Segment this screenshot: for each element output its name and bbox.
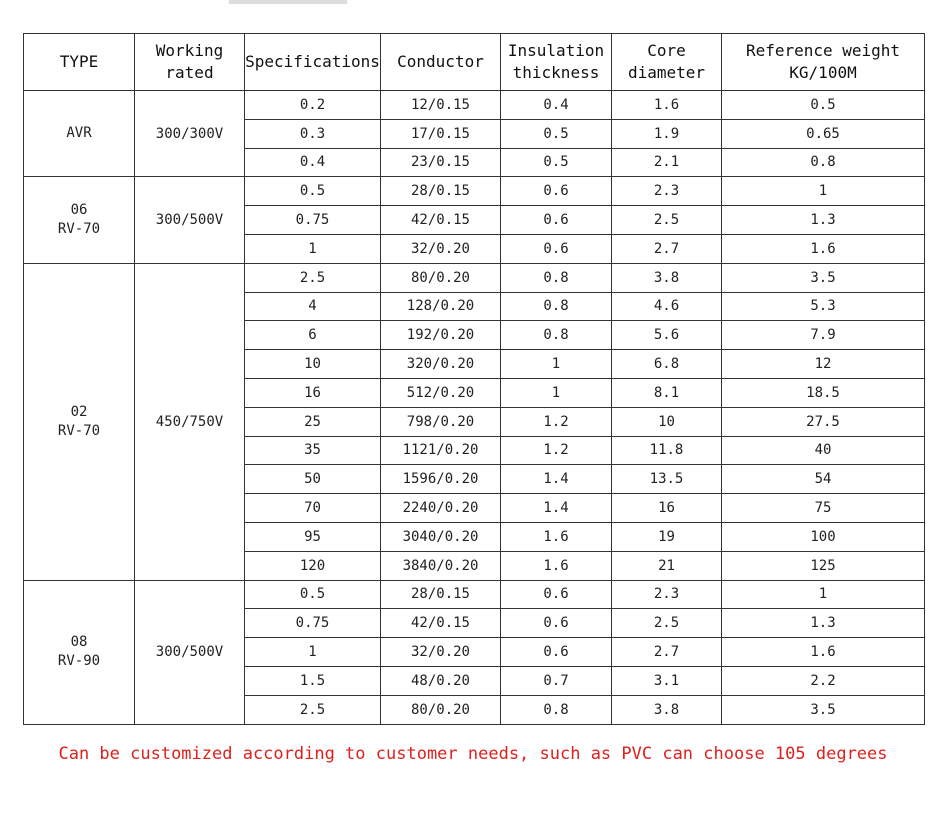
type-line: RV-70 — [57, 422, 101, 439]
insulation-cell: 1 — [501, 378, 612, 407]
working-rated-cell: 300/500V — [135, 580, 245, 724]
weight-cell: 1 — [722, 177, 925, 206]
spec-cell: 1 — [245, 234, 381, 263]
insulation-cell: 0.5 — [501, 148, 612, 177]
spec-cell: 120 — [245, 551, 381, 580]
header-core-diameter: Core diameter — [612, 34, 722, 91]
conductor-cell: 42/0.15 — [381, 609, 501, 638]
core-diameter-cell: 2.1 — [612, 148, 722, 177]
weight-cell: 0.8 — [722, 148, 925, 177]
weight-cell: 40 — [722, 436, 925, 465]
conductor-cell: 80/0.20 — [381, 695, 501, 724]
type-cell — [24, 91, 135, 177]
core-diameter-cell: 3.8 — [612, 695, 722, 724]
spec-cell: 0.4 — [245, 148, 381, 177]
insulation-cell: 0.8 — [501, 292, 612, 321]
conductor-cell: 80/0.20 — [381, 263, 501, 292]
core-diameter-cell: 3.8 — [612, 263, 722, 292]
weight-cell: 5.3 — [722, 292, 925, 321]
spec-cell: 1.5 — [245, 666, 381, 695]
conductor-cell: 1121/0.20 — [381, 436, 501, 465]
insulation-cell: 1.2 — [501, 436, 612, 465]
core-diameter-cell: 16 — [612, 494, 722, 523]
table-body — [24, 91, 925, 725]
working-rated-cell: 300/500V — [135, 177, 245, 263]
working-rated-cell: 300/300V — [135, 91, 245, 177]
weight-cell: 18.5 — [722, 378, 925, 407]
weight-cell: 1.6 — [722, 234, 925, 263]
spec-cell: 95 — [245, 522, 381, 551]
weight-cell: 125 — [722, 551, 925, 580]
table-row — [24, 91, 925, 120]
weight-cell: 0.5 — [722, 91, 925, 120]
insulation-cell: 0.5 — [501, 119, 612, 148]
working-rated-cell: 450/750V — [135, 263, 245, 580]
conductor-cell: 798/0.20 — [381, 407, 501, 436]
type-cell — [24, 263, 135, 580]
core-diameter-cell: 1.9 — [612, 119, 722, 148]
header-working-rated: Working rated — [135, 34, 245, 91]
conductor-cell: 17/0.15 — [381, 119, 501, 148]
core-diameter-cell: 2.3 — [612, 580, 722, 609]
insulation-cell: 0.4 — [501, 91, 612, 120]
conductor-cell: 2240/0.20 — [381, 494, 501, 523]
spec-cell: 25 — [245, 407, 381, 436]
insulation-cell: 0.7 — [501, 666, 612, 695]
type-line: 06 — [70, 202, 88, 219]
type-line: 02 — [70, 403, 88, 420]
spec-cell: 16 — [245, 378, 381, 407]
weight-cell: 1.3 — [722, 206, 925, 235]
spec-cell: 0.75 — [245, 609, 381, 638]
type-line: 08 — [70, 634, 88, 651]
spec-cell: 4 — [245, 292, 381, 321]
core-diameter-cell: 4.6 — [612, 292, 722, 321]
core-diameter-cell: 5.6 — [612, 321, 722, 350]
weight-cell: 54 — [722, 465, 925, 494]
insulation-cell: 0.8 — [501, 263, 612, 292]
header-reference-weight: Reference weight KG/100M — [722, 34, 925, 91]
spec-cell: 6 — [245, 321, 381, 350]
weight-cell: 7.9 — [722, 321, 925, 350]
conductor-cell: 28/0.15 — [381, 177, 501, 206]
header-row — [24, 34, 925, 91]
core-diameter-cell: 6.8 — [612, 350, 722, 379]
customization-note: Can be customized according to customer needs, such as PVC can choose 105 degrees — [58, 744, 888, 764]
table-row — [24, 580, 925, 609]
weight-cell: 75 — [722, 494, 925, 523]
core-diameter-cell: 19 — [612, 522, 722, 551]
insulation-cell: 0.8 — [501, 321, 612, 350]
spec-cell: 0.5 — [245, 177, 381, 206]
spec-cell: 0.2 — [245, 91, 381, 120]
conductor-cell: 12/0.15 — [381, 91, 501, 120]
insulation-cell: 0.6 — [501, 206, 612, 235]
top-decor-line — [229, 0, 347, 4]
insulation-cell: 1.4 — [501, 494, 612, 523]
weight-cell: 1.6 — [722, 638, 925, 667]
weight-cell: 2.2 — [722, 666, 925, 695]
spec-cell: 0.3 — [245, 119, 381, 148]
core-diameter-cell: 3.1 — [612, 666, 722, 695]
conductor-cell: 320/0.20 — [381, 350, 501, 379]
core-diameter-cell: 2.7 — [612, 638, 722, 667]
type-line: AVR — [66, 125, 92, 142]
core-diameter-cell: 2.5 — [612, 609, 722, 638]
conductor-cell: 48/0.20 — [381, 666, 501, 695]
conductor-cell: 1596/0.20 — [381, 465, 501, 494]
weight-cell: 3.5 — [722, 263, 925, 292]
header-insulation-thickness: Insulation thickness — [501, 34, 612, 91]
core-diameter-cell: 1.6 — [612, 91, 722, 120]
insulation-cell: 1.6 — [501, 522, 612, 551]
conductor-cell: 512/0.20 — [381, 378, 501, 407]
insulation-cell: 0.6 — [501, 234, 612, 263]
conductor-cell: 3040/0.20 — [381, 522, 501, 551]
insulation-cell: 1.6 — [501, 551, 612, 580]
type-line: RV-90 — [57, 653, 101, 670]
cable-spec-table — [23, 33, 925, 725]
spec-cell: 0.75 — [245, 206, 381, 235]
spec-cell: 50 — [245, 465, 381, 494]
weight-cell: 1.3 — [722, 609, 925, 638]
conductor-cell: 192/0.20 — [381, 321, 501, 350]
weight-cell: 0.65 — [722, 119, 925, 148]
conductor-cell: 32/0.20 — [381, 234, 501, 263]
spec-cell: 10 — [245, 350, 381, 379]
weight-cell: 1 — [722, 580, 925, 609]
spec-cell: 70 — [245, 494, 381, 523]
conductor-cell: 32/0.20 — [381, 638, 501, 667]
core-diameter-cell: 11.8 — [612, 436, 722, 465]
insulation-cell: 0.8 — [501, 695, 612, 724]
conductor-cell: 28/0.15 — [381, 580, 501, 609]
type-cell — [24, 580, 135, 724]
weight-cell: 3.5 — [722, 695, 925, 724]
core-diameter-cell: 8.1 — [612, 378, 722, 407]
core-diameter-cell: 2.7 — [612, 234, 722, 263]
insulation-cell: 0.6 — [501, 638, 612, 667]
spec-cell: 2.5 — [245, 263, 381, 292]
insulation-cell: 0.6 — [501, 609, 612, 638]
spec-cell: 35 — [245, 436, 381, 465]
conductor-cell: 23/0.15 — [381, 148, 501, 177]
type-cell — [24, 177, 135, 263]
table-row — [24, 177, 925, 206]
insulation-cell: 1.4 — [501, 465, 612, 494]
header-conductor: Conductor — [381, 34, 501, 91]
weight-cell: 12 — [722, 350, 925, 379]
weight-cell: 100 — [722, 522, 925, 551]
spec-cell: 2.5 — [245, 695, 381, 724]
type-line: RV-70 — [57, 221, 101, 238]
conductor-cell: 42/0.15 — [381, 206, 501, 235]
table-row — [24, 263, 925, 292]
header-type: TYPE — [24, 34, 135, 91]
conductor-cell: 128/0.20 — [381, 292, 501, 321]
insulation-cell: 1.2 — [501, 407, 612, 436]
insulation-cell: 0.6 — [501, 580, 612, 609]
core-diameter-cell: 2.3 — [612, 177, 722, 206]
spec-cell: 0.5 — [245, 580, 381, 609]
insulation-cell: 1 — [501, 350, 612, 379]
header-specifications: Specifications — [245, 34, 381, 91]
spec-cell: 1 — [245, 638, 381, 667]
core-diameter-cell: 2.5 — [612, 206, 722, 235]
core-diameter-cell: 21 — [612, 551, 722, 580]
core-diameter-cell: 13.5 — [612, 465, 722, 494]
weight-cell: 27.5 — [722, 407, 925, 436]
insulation-cell: 0.6 — [501, 177, 612, 206]
conductor-cell: 3840/0.20 — [381, 551, 501, 580]
core-diameter-cell: 10 — [612, 407, 722, 436]
